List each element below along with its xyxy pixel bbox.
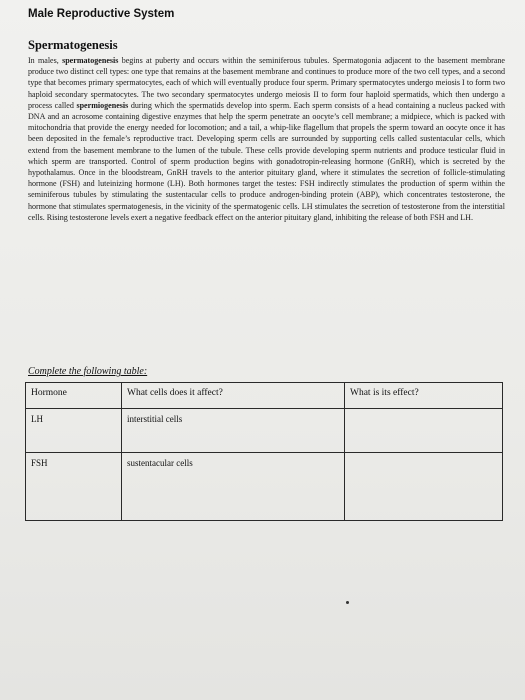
paragraph-run: during which the spermatids develop into sperm. Each sperm consists of a head containing a nucleus packed with DNA and an acrosome containing digestive enzymes that help the sperm penetrate an oocyte’s cell membrane; a midpiece, which is packed with mitochondria that provide the energy needed for locomotion; and a tail, a whip-like flagellum that propels the sperm toward an oocyte once it has been deposited in the female’s reproductive tract. Developing sperm cells are surrounded by supporting cells called sustentacular cells, which extend from the basement membrane to the lumen of the tubule. These cells provide developing sperm nutrients and produce testicular fluid in which sperm are transported. Control of sperm production begins with gonadotropin-releasing hormone (GnRH), which is secreted by the hypothalamus. Once in the bloodstream, GnRH travels to the anterior pituitary gland, where it stimulates the secretion of follicle-stimulating hormone (FSH) and luteinizing hormone (LH). Both hormones target the testes: FSH indirectly stimulates the production of sperm within the seminiferous tubules by stimulating the sustentacular cells to produce androgen-binding protein (ABP), which concentrates testosterone, the hormone that stimulates spermatogenesis, in the vicinity of the spermatogenic cells. LH stimulates the secretion of testosterone from the interstitial cells. Rising testosterone levels exert a negative feedback effect on the anterior pituitary gland, inhibiting the release of both FSH and LH. — [28, 100, 506, 222]
cell-cells-fsh: sustentacular cells — [122, 453, 345, 521]
table-row — [26, 453, 503, 521]
term-spermiogenesis: spermiogenesis — [76, 100, 129, 110]
body-paragraph — [28, 55, 505, 223]
section-heading: Spermatogenesis — [28, 38, 118, 52]
cell-cells-lh: interstitial cells — [122, 409, 345, 453]
cell-hormone-lh: LH — [26, 409, 122, 453]
header-cells-affected: What cells does it affect? — [122, 383, 345, 409]
table-row — [26, 409, 503, 453]
paragraph-run: In males, — [28, 56, 63, 65]
term-spermatogenesis: spermatogenesis — [62, 56, 119, 65]
cell-effect-lh[interactable] — [345, 409, 503, 453]
hormone-table — [25, 382, 503, 521]
cell-effect-fsh[interactable] — [345, 453, 503, 521]
paragraph-run: begins at puberty and occurs within the seminiferous tubules. Spermatogonia adjacent to the basement membrane produce two distinct cell types: one type that remains at the basement membrane and continues to produce more of the two cell types, and a second type that becomes primary spermatocytes, each of which will eventually produce four sperm. Primary spermatocytes undergo meiosis I to form two haploid secondary spermatocytes. The two secondary spermatocytes undergo meiosis II to form four haploid spermatids, which then undergo a process called — [28, 56, 505, 110]
page-title: Male Reproductive System — [28, 8, 175, 20]
table-caption: Complete the following table: — [28, 366, 148, 377]
cell-hormone-fsh: FSH — [26, 453, 122, 521]
ink-dot — [346, 601, 349, 604]
header-hormone: Hormone — [26, 383, 122, 409]
table-header-row — [26, 383, 503, 409]
header-effect: What is its effect? — [345, 383, 503, 409]
